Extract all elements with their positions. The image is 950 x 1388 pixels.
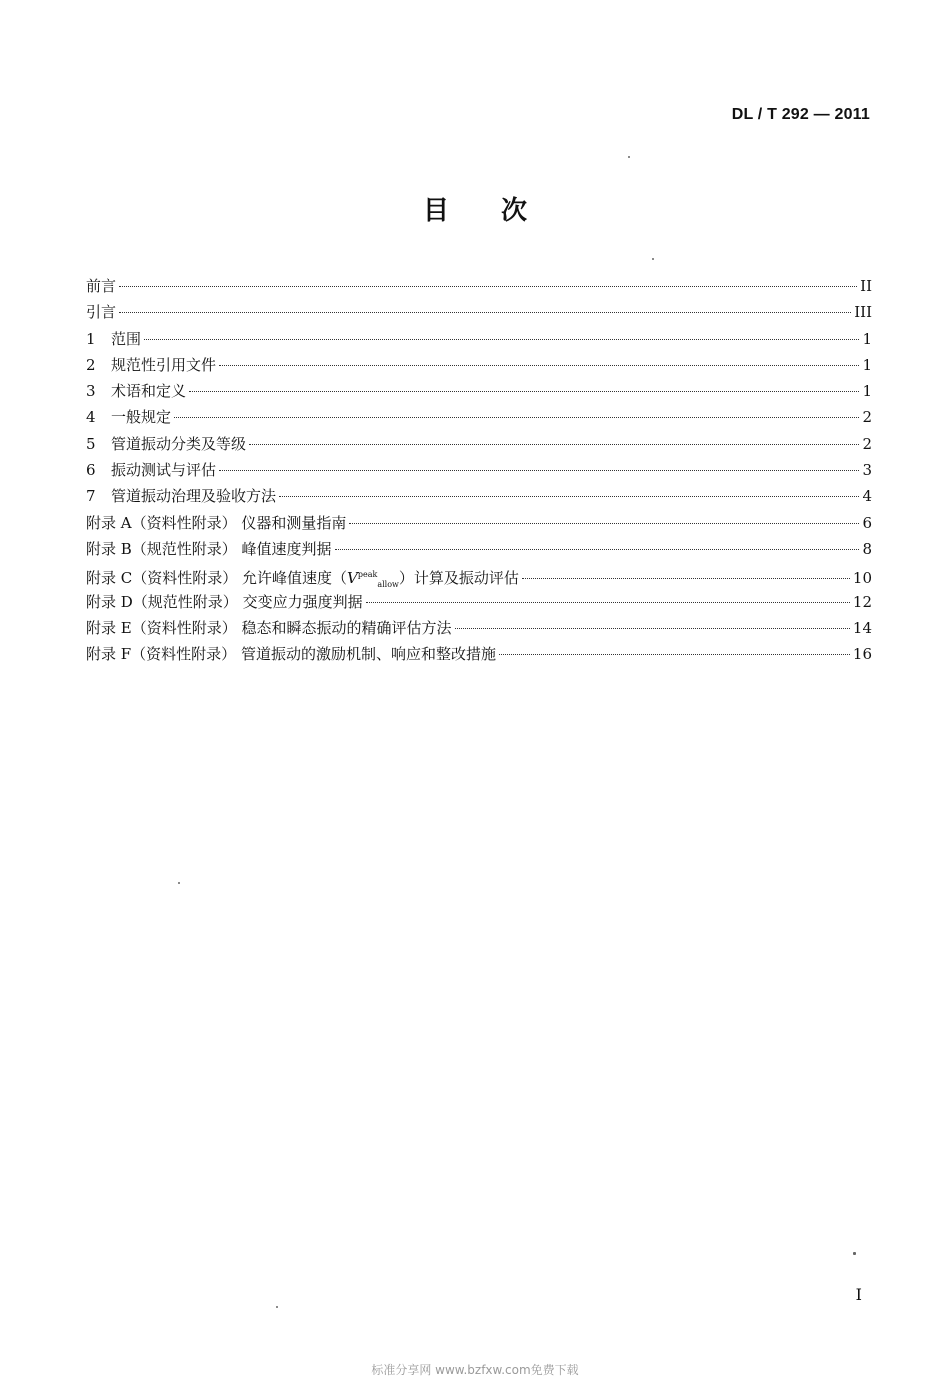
toc-entry-label: 规范性引用文件 [111,355,217,374]
table-of-contents [86,273,872,667]
toc-entry-2[interactable] [86,352,872,378]
toc-entry-label-pre: 附录 C（资料性附录） 允许峰值速度（ [86,569,348,588]
toc-entry-number: 1 [86,329,96,348]
toc-entry-label: 附录 A（资料性附录） 仪器和测量指南 [86,513,347,532]
velocity-superscript: peak [357,570,378,580]
velocity-symbol: V [347,569,358,588]
toc-entry-number: 2 [86,355,96,374]
toc-entry-label: 附录 D（规范性附录） 交变应力强度判据 [86,592,363,611]
toc-entry-page: 1 [862,382,872,401]
scan-speck [276,1306,278,1308]
toc-title-left: 目 [422,196,449,226]
toc-leader-dots [144,339,859,340]
toc-entry-introduction[interactable] [86,299,872,325]
toc-entry-page: III [854,303,872,322]
toc-entry-page: 4 [862,487,872,506]
toc-entry-label: 附录 B（规范性附录） 峰值速度判据 [86,539,332,558]
toc-entry-page: 1 [862,329,872,348]
page-number: I [855,1285,862,1304]
toc-entry-page: 8 [862,539,872,558]
toc-leader-dots [499,654,850,655]
toc-leader-dots [335,549,860,550]
toc-entry-label: 附录 F（资料性附录） 管道振动的激励机制、响应和整改措施 [86,645,496,664]
toc-leader-dots [366,602,850,603]
toc-title-right: 次 [501,196,528,226]
toc-entry-label: 振动测试与评估 [111,461,217,480]
toc-leader-dots [279,496,859,497]
toc-entry-number: 6 [86,461,96,480]
toc-entry-3[interactable] [86,378,872,404]
scan-speck [178,882,180,884]
toc-leader-dots [349,523,859,524]
toc-leader-dots [119,312,851,313]
toc-leader-dots [189,391,859,392]
toc-entry-page: 3 [862,461,872,480]
toc-entry-page: II [860,277,872,295]
toc-entry-appendix-c[interactable] [86,562,872,588]
toc-entry-page: 12 [852,592,872,611]
toc-title [0,190,950,227]
toc-entry-label: 前言 [86,277,117,295]
toc-entry-label: 范围 [111,329,142,348]
toc-entry-appendix-f[interactable] [86,641,872,667]
toc-entry-label: 附录 E（资料性附录） 稳态和瞬态振动的精确评估方法 [86,618,452,637]
toc-entry-number: 7 [86,487,96,506]
toc-entry-page: 14 [852,618,872,637]
toc-entry-label: 一般规定 [111,408,172,427]
toc-leader-dots [219,470,859,471]
toc-entry-appendix-a[interactable] [86,510,872,536]
toc-entry-page: 2 [862,434,872,453]
toc-entry-page: 2 [862,408,872,427]
toc-entry-label: 引言 [86,303,117,322]
toc-entry-1[interactable] [86,326,872,352]
toc-leader-dots [455,628,850,629]
toc-entry-number: 3 [86,382,96,401]
toc-leader-dots [219,365,859,366]
toc-entry-6[interactable] [86,457,872,483]
toc-entry-number: 4 [86,408,96,427]
toc-entry-page: 10 [852,569,872,588]
scan-speck [628,156,630,158]
toc-entry-appendix-e[interactable] [86,615,872,641]
toc-entry-page: 16 [852,645,872,664]
toc-entry-appendix-b[interactable] [86,536,872,562]
toc-entry-foreword[interactable] [86,273,872,299]
toc-entry-7[interactable] [86,483,872,509]
toc-entry-label: 管道振动治理及验收方法 [111,487,277,506]
toc-entry-4[interactable] [86,404,872,430]
toc-entry-label: 管道振动分类及等级 [111,434,247,453]
velocity-subscript: allow [377,580,399,590]
toc-leader-dots [522,578,850,579]
scan-speck [853,1252,856,1255]
toc-entry-label: 术语和定义 [111,382,187,401]
toc-entry-page: 1 [862,355,872,374]
toc-entry-page: 6 [862,513,872,532]
watermark: 标准分享网 www.bzfxw.com免费下载 [371,1363,579,1377]
toc-leader-dots [119,286,857,287]
toc-entry-label-post: ）计算及振动评估 [398,569,519,588]
toc-entry-5[interactable] [86,431,872,457]
toc-entry-number: 5 [86,434,96,453]
toc-leader-dots [249,444,859,445]
document-code: DL / T 292 — 2011 [731,106,870,123]
scan-speck [652,258,654,260]
toc-leader-dots [174,417,859,418]
